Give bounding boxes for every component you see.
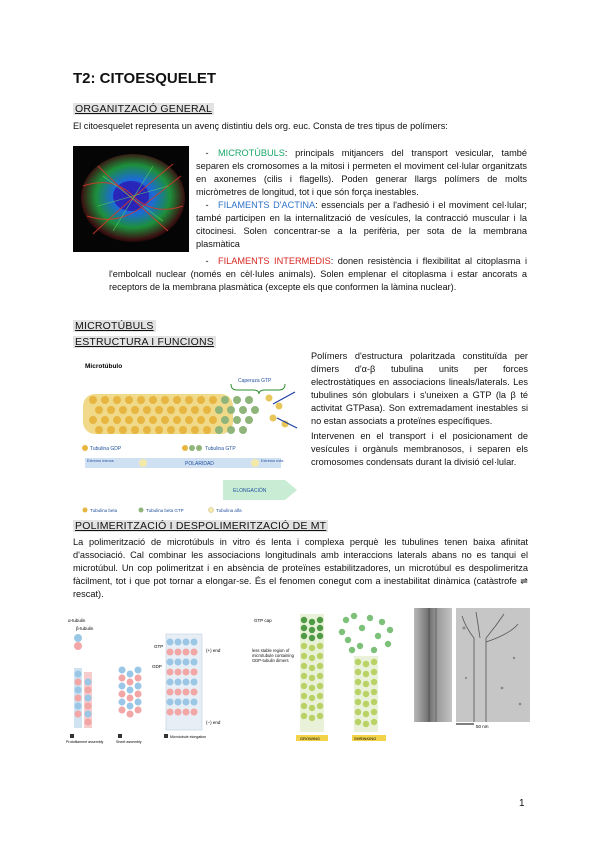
mt-structure-paragraph: Polímers d'estructura polaritzada constituïda per dímers d'α-β tubulina units per forces electrostàtiques en associacions lineals/laterals. Les tubulines són globulars i s'uneixen a GTP (la β té activitat GTPasa). Son extremadament inestables si no estan associats a proteïnes específiques. (311, 351, 528, 426)
elongacion-label: ELONGACIÓN (233, 488, 267, 494)
minus-end-text: (−) end (206, 720, 221, 725)
gtp-label: GTP (154, 644, 164, 649)
cap-label: Caperuza GTP (238, 378, 272, 384)
growing-label: GROWING (300, 736, 320, 741)
page-title: T2: CITOESQUELET (73, 70, 217, 87)
plus-end-text: (+) end (206, 648, 221, 653)
cell-fluorescence-image (73, 146, 189, 252)
growing-shrinking-figure (250, 610, 410, 744)
polaridad-label: POLARIDAD (185, 461, 214, 467)
electron-micrograph-images (414, 608, 530, 732)
shrinking-label: SHRINKING (354, 736, 377, 741)
section-heading-organitzacio: ORGANITZACIÓ GENERAL (75, 103, 213, 115)
minus-end-label: Extremo menos (87, 459, 114, 463)
legend-alfa: Tubulina alfa (216, 508, 242, 513)
mt-function-paragraph: Intervenen en el transport i el posicionament de vesícules i orgànuls membranosos, i separen els cromosomes condensats durant la divisió cel·lular. (311, 431, 528, 467)
fig-title: Microtúbulo (85, 363, 123, 370)
bullet-actina: - FILAMENTS D'ACTINA: essencials per a l'adhesió i el moviment cel·lular; també participen en la internalització de vesícules, la contracció muscular i la citocinesi. Solen concentrar-se a la perifèria, per sota de la membrana plasmàtica (196, 200, 527, 249)
tubulin-gtp-label: Tubulina GTP (205, 446, 236, 452)
step-elongation: Microtubule elongation (170, 735, 207, 739)
bullet-microtubuls: - MICROTÚBULS: principals mitjancers del transport vesicular, també separen els cromosomes a la mitosi i permeten el moviment cel·lular organitzats en axonemes (cilis i flagells). Poden generar llargs polímers de molts micròmetres de longitud, tot i que són força inestables. (196, 148, 527, 197)
gtp-cap-label: GTP cap (254, 618, 272, 623)
term-actina: FILAMENTS D'ACTINA (218, 200, 316, 210)
scale-bar-label: 50 nm (476, 724, 489, 729)
bullet-intermedis: - FILAMENTS INTERMEDIS: donen resistència i flexibilitat al citoplasma i l'embolcall nuclear (només en cèl·lules animals). Solen emplenar el citoplasma i estar ancorats a receptors de la membrana plasmàtica (excepte els que conformen la làmina nuclear). (109, 256, 527, 292)
legend-beta: Tubulina beta (90, 508, 118, 513)
term-intermedis: FILAMENTS INTERMEDIS (218, 256, 331, 266)
assembly-steps-figure (60, 612, 240, 746)
less-stable-label: less stable region of microtubule containing GDP-tubulin dimers (252, 648, 294, 663)
section-heading-microtubuls: MICROTÚBULS (75, 320, 154, 332)
alpha-tubulin-label: α-tubulin (68, 618, 86, 623)
microtubule-structure-figure (73, 354, 305, 516)
legend-beta-gtp: Tubulina beta GTP (146, 508, 184, 513)
polymerization-paragraph: La polimerització de microtúbuls in vitro és lenta i complexa perquè les tubulines tenen baixa afinitat d'associació. Cal combinar les associacions longitudinals amb interaccions laterals abans no es tanqui el microtúbul. Un cop polimeritzat i en absència de proteïnes estabilitzadores, un microtúbul es despolimeritza fàcilment, tot i que pot tornar a elongar-se. És el fenomen conegut com a inestabilitat dinàmica (catàstrofe ⇌ rescat). (73, 537, 528, 599)
intro-text: El citoesquelet representa un avenç distintiu dels org. euc. Consta de tres tipus de polímers: (73, 121, 448, 131)
gdp-label: GDP (152, 664, 162, 669)
subheading-estructura: ESTRUCTURA I FUNCIONS (75, 336, 214, 348)
plus-end-label: Extremo más (261, 459, 284, 463)
step-sheet: Sheet assembly (116, 740, 142, 744)
beta-tubulin-label: β-tubulin (76, 626, 94, 631)
section-heading-polimeritzacio: POLIMERITZACIÓ I DESPOLIMERITZACIÓ DE MT (75, 520, 327, 532)
tubulin-gdp-label: Tubulina GDP (90, 446, 122, 452)
term-microtubuls: MICROTÚBULS (218, 148, 285, 158)
step-protofilament: Protofilament assembly (66, 740, 104, 744)
page-number: 1 (519, 798, 525, 809)
